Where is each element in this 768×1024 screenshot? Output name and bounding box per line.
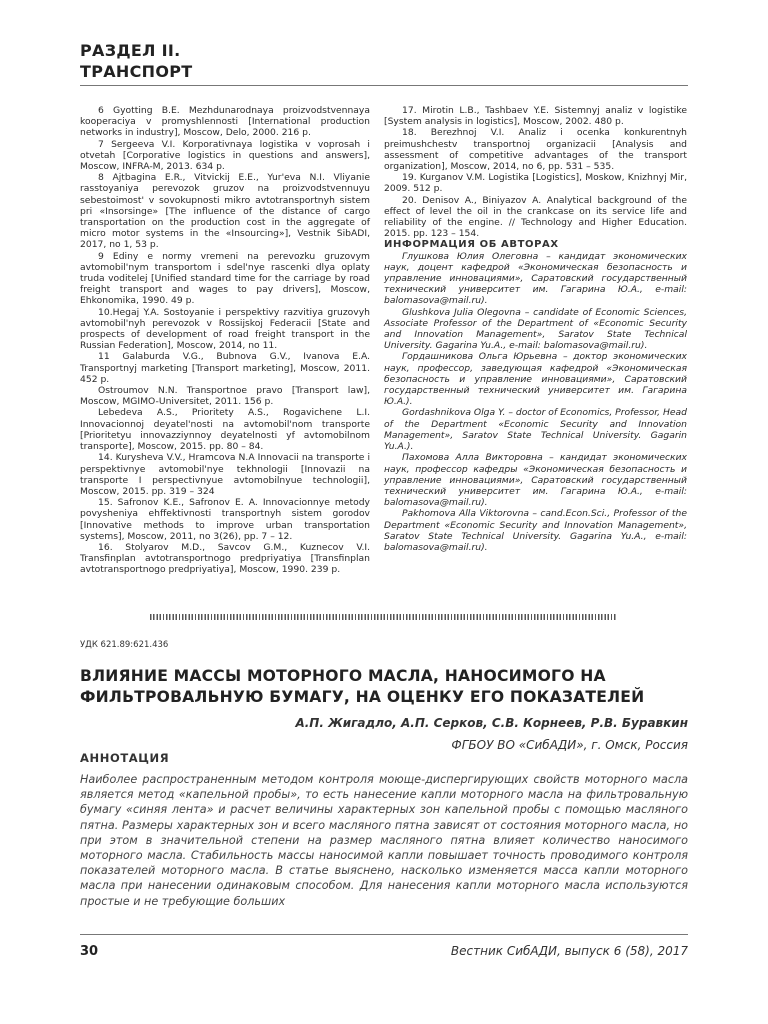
references-right-column bbox=[384, 105, 687, 553]
article-authors: А.П. Жигадло, А.П. Серков, С.В. Корнеев, Р.В. Буравкин bbox=[295, 716, 688, 730]
author-bio: Глушкова Юлия Олеговна – кандидат экономических наук, доцент кафедрой «Экономическая безопасность и управление инновациями», Саратовский государственный технический университет им. Гагарина Ю.А., e-mail: balomasova@mail.ru). bbox=[384, 250, 687, 307]
reference-item: 19. Kurganov V.M. Logistika [Logistics], Moskow, Knizhnyj Mir, 2009. 512 p. bbox=[384, 172, 687, 195]
author-bio: Гордашникова Ольга Юрьевна – доктор экономических наук, профессор, заведующая кафедрой «Экономическая безопасность и управление инновациями», Саратовский государственный технический университет им. Гагарина Ю.А.). bbox=[384, 351, 687, 408]
reference-item: Ostroumov N.N. Transportnoe pravo [Transport law], Moscow, MGIMO-Universitet, 2011. 156 p. bbox=[80, 385, 370, 408]
reference-item: 11 Galaburda V.G., Bubnova G.V., Ivanova E.A. Transportnyj marketing [Transport marketing], Moscow, 2011. 452 p. bbox=[80, 351, 370, 385]
authors-info bbox=[384, 251, 687, 553]
section-title: ТРАНСПОРТ bbox=[80, 62, 193, 81]
section-divider bbox=[150, 614, 616, 620]
reference-item: 6 Gyotting B.E. Mezhdunarodnaya proizvodstvennaya kooperaciya v promyshlennosti [International production networks in industry], Moscow, Delo, 2000. 216 p. bbox=[80, 105, 370, 139]
author-bio: Pakhomova Alla Viktorovna – cand.Econ.Sci., Professor of the Department «Economic Security and Innovation Management», Saratov State Technical University. Gagarina Yu.A., e-mail: balomasova@mail.ru). bbox=[384, 508, 687, 553]
journal-name: Вестник СибАДИ, выпуск 6 (58), 2017 bbox=[450, 944, 688, 958]
reference-item: 20. Denisov A., Biniyazov A. Analytical background of the effect of level the oil in the crankcase on its service life and reliability of the engine. // Technology and Higher Education. 2015. pp. 123 – 154. bbox=[384, 194, 687, 240]
author-bio: Gordashnikova Olga Y. – doctor of Economics, Professor, Head of the Department «Economic Security and Innovation Management», Saratov State Technical University. Gagarin Yu.A.). bbox=[384, 407, 687, 453]
author-bio: Glushkova Julia Olegovna – candidate of Economic Sciences, Associate Professor of the Department of «Economic Security and Innovation Management», Saratov State Technical University. Gagarina Yu.A., e-mail: balomasova@mail.ru). bbox=[384, 306, 687, 352]
page-number: 30 bbox=[80, 944, 99, 959]
abstract-heading: АННОТАЦИЯ bbox=[80, 751, 170, 765]
article-affiliation: ФГБОУ ВО «СибАДИ», г. Омск, Россия bbox=[451, 738, 688, 752]
reference-item: Lebedeva A.S., Prioritety A.S., Rogavichene L.I. Innovacionnoj deyatel'nosti na avtomobil'nom transporte [Prioritetyu innovazziynnoy deyatelnosti yf avtomobilnom transporte], Moscow, 2015. pp. 80 – 84. bbox=[80, 407, 370, 453]
article-title: ВЛИЯНИЕ МАССЫ МОТОРНОГО МАСЛА, НАНОСИМОГО НА ФИЛЬТРОВАЛЬНУЮ БУМАГУ, НА ОЦЕНКУ ЕГО ПОКАЗАТЕЛЕЙ bbox=[80, 667, 645, 706]
reference-item: 17. Mirotin L.B., Tashbaev Y.E. Sistemnyj analiz v logistike [System analysis in logistics], Moscow, 2002. 480 p. bbox=[384, 105, 687, 128]
footer-rule bbox=[80, 934, 688, 935]
udk-code: УДК 621.89:621.436 bbox=[80, 640, 169, 650]
author-bio: Пахомова Алла Викторовна – кандидат экономических наук, профессор кафедры «Экономическая безопасность и управление инновациями», Саратовский государственный технический университет им. Гагарина Ю.А., e-mail: balomasova@mail.ru). bbox=[384, 452, 687, 509]
header-rule bbox=[80, 85, 688, 86]
reference-item: 14. Kurysheva V.V., Hramcova N.A Innovacii na transporte i perspektivnye avtomobil'nye tekhnologii [Innovazii na transporte I perspectivnyue avtomobilnyue technologii], Moscow, 2015. pp. 319 – 324 bbox=[80, 452, 370, 497]
authors-info-heading: ИНФОРМАЦИЯ ОБ АВТОРАХ bbox=[384, 239, 559, 251]
references-left-column bbox=[80, 105, 370, 605]
reference-item: 10.Hegaj Y.A. Sostoyanie i perspektivy razvitiya gruzovyh avtomobil'nyh perevozok v Rossijskoj Federacii [State and prospects of development of road freight transport in the Russian Federation], Moscow, 2014, no 11. bbox=[80, 306, 370, 352]
abstract-text: Наиболее распространенным методом контроля моюще-диспергирующих свойств моторного масла является метод «капельной пробы», то есть нанесение капли моторного масла на фильтровальную бумагу «синяя лента» и расчет величины характерных зон капельной пробы с помощью масляного пятна. Размеры характерных зон и всего масляного пятна зависят от состояния моторного масла, но при этом в значительной степени на размер масляного пятна влияет количество наносимого моторного масла. Стабильность массы наносимой капли повышает точность проводимого контроля показателей моторного масла. В статье выяснено, насколько изменяется масса капли моторного масла при нанесении одинаковым способом. Для нанесения капли моторного масла используются простые и не требующие больших bbox=[80, 773, 688, 908]
section-heading bbox=[80, 40, 193, 82]
reference-item: 18. Berezhnoj V.I. Analiz i ocenka konkurentnyh preimushchestv transportnoj organizacii [Analysis and assessment of competitive advantages of the transport organization], Moscow, 2014, no 6, pp. 531 – 535. bbox=[384, 127, 687, 173]
reference-item: 9 Ediny e normy vremeni na perevozku gruzovym avtomobil'nym transportom i sdel'nye rascenki dlya oplaty truda voditelej [Unified standard time for the carriage by road freight transport and wages to pay drivers], Moscow, Ehkonomika, 1990. 49 p. bbox=[80, 250, 370, 307]
reference-item: 8 Ajtbagina E.R., Vitvickij E.E., Yur'eva N.I. Vliyanie rasstoyaniya perevozok gruzov na proizvodstvennuyu sebestoimost' v sovokupnosti mikro avtotransportnyh sistem pri «Insorsinge» [The influence of the distance of cargo transportation on the production cost in the aggregate of micro motor systems in the «Insourcing»], Vestnik SibADI, 2017, no 1, 53 p. bbox=[80, 172, 370, 251]
section-number: РАЗДЕЛ II. bbox=[80, 41, 181, 60]
reference-item: 16. Stolyarov M.D., Savcov G.M., Kuznecov V.I. Transfinplan avtotransportnogo predpriyatiya [Transfinplan avtotransportnogo predpriyatiya], Moscow, 1990. 239 p. bbox=[80, 541, 370, 576]
reference-item: 7 Sergeeva V.I. Korporativnaya logistika v voprosah i otvetah [Corporative logistics in questions and answers], Moscow, INFRA-M, 2013. 634 p. bbox=[80, 138, 370, 173]
reference-item: 15. Safronov K.E., Safronov E. A. Innovacionnye metody povysheniya ehffektivnosti transportnyh sistem gorodov [Innovative methods to improve urban transportation systems], Moscow, 2011, no 3(26), pp. 7 – 12. bbox=[80, 497, 370, 542]
